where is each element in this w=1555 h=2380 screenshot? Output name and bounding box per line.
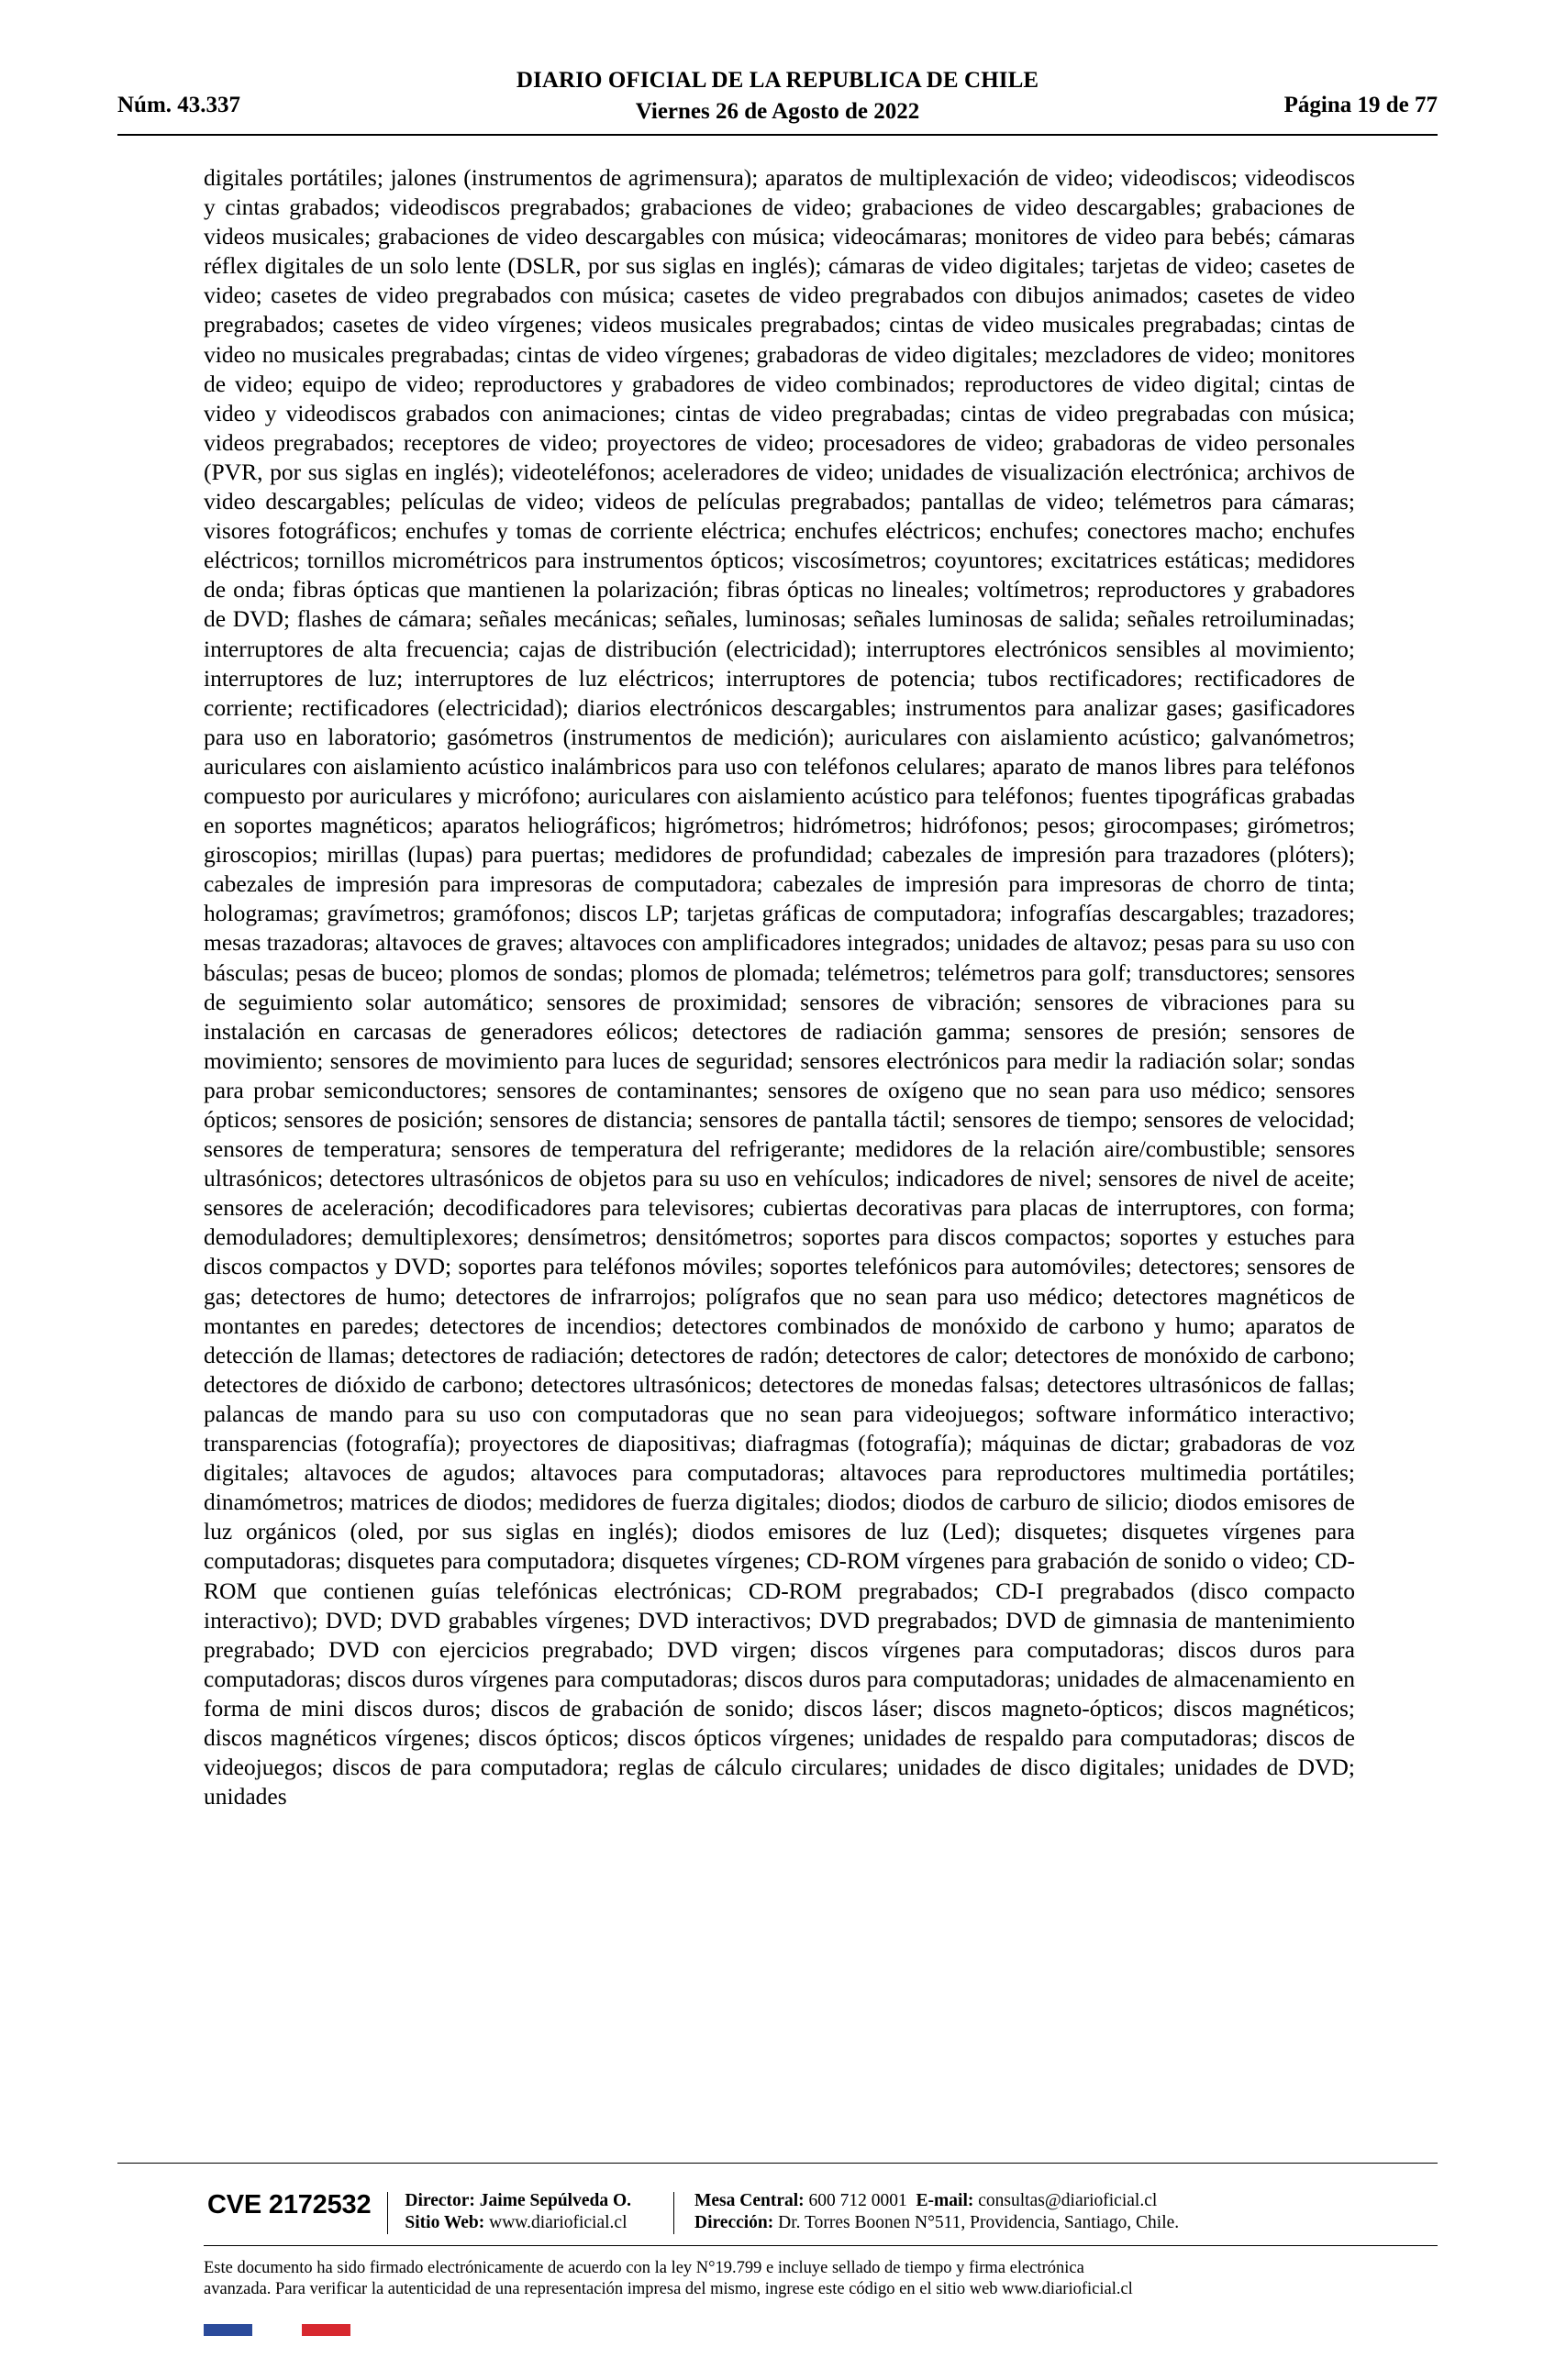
website-label: Sitio Web:: [405, 2213, 485, 2232]
legal-line-1: Este documento ha sido firmado electrónicamente de acuerdo con la ley N°19.799 e incluye sellado de tiempo y firma electrónica: [204, 2259, 1084, 2277]
footer-contact-left: [388, 2190, 631, 2234]
body-paragraph: digitales portátiles; jalones (instrumentos de agrimensura); aparatos de multiplexación de video; videodiscos; videodiscos y cintas grabados; videodiscos pregrabados; grabaciones de video; grabaciones de video descargables; grabaciones de videos musicales; grabaciones de video descargables con música; videocámaras; monitores de video para bebés; cámaras réflex digitales de un solo lente (DSLR, por sus siglas en inglés); cámaras de video digitales; tarjetas de video; casetes de video; casetes de video pregrabados con música; casetes de video pregrabados con dibujos animados; casetes de video pregrabados; casetes de video vírgenes; videos musicales pregrabados; cintas de video musicales pregrabadas; cintas de video no musicales pregrabadas; cintas de video vírgenes; grabadoras de video digitales; mezcladores de video; monitores de video; equipo de video; reproductores y grabadores de video combinados; reproductores de video digital; cintas de video y videodiscos grabados con animaciones; cintas de video pregrabadas; cintas de video pregrabadas con música; videos pregrabados; receptores de video; proyectores de video; procesadores de video; grabadoras de video personales (PVR, por sus siglas en inglés); videoteléfonos; aceleradores de video; unidades de visualización electrónica; archivos de video descargables; películas de video; videos de películas pregrabados; pantallas de video; telémetros para cámaras; visores fotográficos; enchufes y tomas de corriente eléctrica; enchufes eléctricos; enchufes; conectores macho; enchufes eléctricos; tornillos micrométricos para instrumentos ópticos; viscosímetros; coyuntores; excitatrices estáticas; medidores de onda; fibras ópticas que mantienen la polarización; fibras ópticas no lineales; voltímetros; reproductores y grabadores de DVD; flashes de cámara; señales mecánicas; señales, luminosas; señales luminosas de salida; señales retroiluminadas; interruptores de alta frecuencia; cajas de distribución (electricidad); interruptores electrónicos sensibles al movimiento; interruptores de luz; interruptores de luz eléctricos; interruptores de potencia; tubos rectificadores; rectificadores de corriente; rectificadores (electricidad); diarios electrónicos descargables; instrumentos para analizar gases; gasificadores para uso en laboratorio; gasómetros (instrumentos de medición); auriculares con aislamiento acústico; galvanómetros; auriculares con aislamiento acústico inalámbricos para uso con teléfonos celulares; aparato de manos libres para teléfonos compuesto por auriculares y micrófono; auriculares con aislamiento acústico para teléfonos; fuentes tipográficas grabadas en soportes magnéticos; aparatos heliográficos; higrómetros; hidrómetros; hidrófonos; pesos; girocompases; girómetros; giroscopios; mirillas (lupas) para puertas; medidores de profundidad; cabezales de impresión para trazadores (plóters); cabezales de impresión para impresoras de computadora; cabezales de impresión para impresoras de chorro de tinta; hologramas; gravímetros; gramófonos; discos LP; tarjetas gráficas de computadora; infografías descargables; trazadores; mesas trazadoras; altavoces de graves; altavoces con amplificadores integrados; unidades de altavoz; pesas para su uso con básculas; pesas de buceo; plomos de sondas; plomos de plomada; telémetros; telémetros para golf; transductores; sensores de seguimiento solar automático; sensores de proximidad; sensores de vibración; sensores de vibraciones para su instalación en carcasas de generadores eólicos; detectores de radiación gamma; sensores de presión; sensores de movimiento; sensores de movimiento para luces de seguridad; sensores electrónicos para medir la radiación solar; sondas para probar semiconductores; sensores de contaminantes; sensores de oxígeno que no sean para uso médico; sensores ópticos; sensores de posición; sensores de distancia; sensores de pantalla táctil; sensores de tiempo; sensores de velocidad; sensores de temperatura; sensores de temperatura del refrigerante; medidores de la relación aire/combustible; sensores ultrasónicos; detectores ultrasónicos de objetos para su uso en vehículos; indicadores de nivel; sensores de nivel de aceite; sensores de aceleración; decodificadores para televisores; cubiertas decorativas para placas de interruptores, con forma; demoduladores; demultiplexores; densímetros; densitómetros; soportes para discos compactos; soportes y estuches para discos compactos y DVD; soportes para teléfonos móviles; soportes telefónicos para automóviles; detectores; sensores de gas; detectores de humo; detectores de infrarrojos; polígrafos que no sean para uso médico; detectores magnéticos de montantes en paredes; detectores de incendios; detectores combinados de monóxido de carbono y humo; aparatos de detección de llamas; detectores de radiación; detectores de radón; detectores de calor; detectores de monóxido de carbono; detectores de dióxido de carbono; detectores ultrasónicos; detectores de monedas falsas; detectores ultrasónicos de fallas; palancas de mando para su uso con computadoras que no sean para videojuegos; software informático interactivo; transparencias (fotografía); proyectores de diapositivas; diafragmas (fotografía); máquinas de dictar; grabadoras de voz digitales; altavoces de agudos; altavoces para computadoras; altavoces para reproductores multimedia portátiles; dinamómetros; matrices de diodos; medidores de fuerza digitales; diodos; diodos de carburo de silicio; diodos emisores de luz orgánicos (oled, por sus siglas en inglés); diodos emisores de luz (Led); disquetes; disquetes vírgenes para computadoras; disquetes para computadora; disquetes vírgenes; CD-ROM vírgenes para grabación de sonido o video; CD-ROM que contienen guías telefónicas electrónicas; CD-ROM pregrabados; CD-I pregrabados (disco compacto interactivo); DVD; DVD grabables vírgenes; DVD interactivos; DVD pregrabados; DVD de gimnasia de mantenimiento pregrabado; DVD con ejercicios pregrabado; DVD virgen; discos vírgenes para computadoras; discos duros para computadoras; discos duros vírgenes para computadoras; discos duros para computadoras; unidades de almacenamiento en forma de mini discos duros; discos de grabación de sonido; discos láser; discos magneto-ópticos; discos magnéticos; discos magnéticos vírgenes; discos ópticos; discos ópticos vírgenes; unidades de respaldo para computadoras; discos de videojuegos; discos de para computadora; reglas de cálculo circulares; unidades de disco digitales; unidades de DVD; unidades: [204, 164, 1355, 1810]
mesa-central-phone: 600 712 0001: [808, 2191, 907, 2210]
footer-divider-top: [117, 2163, 1438, 2164]
direccion-label: Dirección:: [694, 2213, 774, 2232]
flag-white-segment: [252, 2324, 302, 2336]
page-number: Página 19 de 77: [1283, 93, 1438, 117]
flag-red-segment: [302, 2324, 350, 2336]
legal-line-2: avanzada. Para verificar la autenticidad de una representación impresa del mismo, ingrese este código en el sitio web www.diarioficial.cl: [204, 2280, 1133, 2298]
chile-flag-bar: [204, 2324, 350, 2336]
header-center-block: [117, 66, 1438, 127]
publication-date: Viernes 26 de Agosto de 2022: [635, 99, 920, 125]
legal-notice: [204, 2258, 1355, 2300]
page-header: [117, 66, 1438, 125]
mesa-central-label: Mesa Central:: [694, 2191, 805, 2210]
header-divider: [117, 134, 1438, 136]
email-label: E-mail:: [916, 2191, 974, 2210]
flag-blue-segment: [204, 2324, 252, 2336]
footer-contact-right: [674, 2190, 1179, 2234]
issue-number: Núm. 43.337: [117, 93, 241, 117]
publication-title: DIARIO OFICIAL DE LA REPUBLICA DE CHILE: [516, 68, 1039, 93]
email-value[interactable]: consultas@diarioficial.cl: [978, 2191, 1158, 2210]
direccion-line: [694, 2212, 1179, 2234]
mesa-central-line: [694, 2190, 1179, 2212]
direccion-value: Dr. Torres Boonen N°511, Providencia, Santiago, Chile.: [778, 2213, 1180, 2232]
footer-divider-bottom: [204, 2245, 1438, 2246]
director-line: [405, 2190, 631, 2212]
director-label: Director:: [405, 2191, 475, 2210]
cve-code: CVE 2172532: [207, 2190, 372, 2219]
website-value[interactable]: www.diarioficial.cl: [489, 2213, 628, 2232]
website-line: [405, 2212, 631, 2234]
director-name: Jaime Sepúlveda O.: [479, 2191, 631, 2210]
